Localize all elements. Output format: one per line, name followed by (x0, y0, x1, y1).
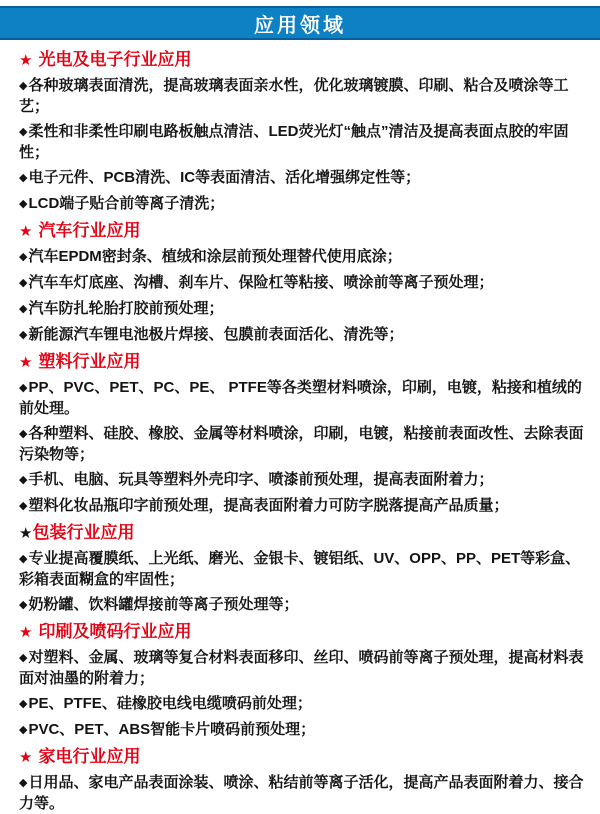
page-title: 应用领域 (254, 14, 346, 37)
bullet-text: 塑料化妆品瓶印字前预处理，提高表面附着力可防字脱落提高产品质量； (28, 497, 509, 514)
bullet-text: 新能源汽车锂电池极片焊接、包膜前表面活化、清洗等； (28, 326, 404, 343)
star-icon: ★ (19, 223, 33, 240)
bullet-item (19, 595, 586, 616)
bullet-text: 汽车防扎轮胎打胶前预处理； (28, 300, 224, 317)
diamond-bullet-icon: ◆ (19, 277, 28, 289)
diamond-bullet-icon: ◆ (19, 172, 28, 184)
bullet-text: LCD端子贴合前等离子清洗； (28, 195, 225, 212)
bullet-item (19, 496, 586, 517)
bullet-item (19, 273, 586, 294)
diamond-bullet-icon: ◆ (19, 553, 28, 565)
bullet-text: PP、PVC、PET、PC、PE、 PTFE等各类塑材料喷涂，印刷，电镀，粘接和植绒的前处理。 (19, 379, 582, 417)
bullet-item (19, 122, 586, 163)
bullet-item (19, 720, 586, 741)
section-title: 光电及电子行业应用 (38, 50, 192, 69)
star-icon: ★ (19, 749, 33, 766)
diamond-bullet-icon: ◆ (19, 80, 28, 92)
diamond-bullet-icon: ◆ (19, 329, 28, 341)
diamond-bullet-icon: ◆ (19, 500, 28, 512)
bullet-text: PE、PTFE、硅橡胶电线电缆喷码前处理； (28, 695, 312, 712)
bullet-item (19, 378, 586, 419)
bullet-text: 奶粉罐、饮料罐焊接前等离子预处理等； (28, 596, 299, 613)
section-heading-2 (19, 351, 586, 373)
diamond-bullet-icon: ◆ (19, 777, 28, 789)
bullet-item (19, 694, 586, 715)
bullet-text: 汽车车灯底座、沟槽、刹车片、保险杠等粘接、喷涂前等离子预处理； (28, 274, 494, 291)
star-icon: ★ (19, 624, 33, 641)
bullet-item (19, 549, 586, 590)
diamond-bullet-icon: ◆ (19, 251, 28, 263)
section-title: 塑料行业应用 (38, 352, 141, 371)
section-heading-3 (19, 522, 586, 544)
diamond-bullet-icon: ◆ (19, 198, 28, 210)
bullet-item (19, 325, 586, 346)
bullet-text: PVC、PET、ABS智能卡片喷码前预处理； (28, 721, 316, 738)
diamond-bullet-icon: ◆ (19, 428, 28, 440)
bullet-item (19, 168, 586, 189)
bullet-item (19, 247, 586, 268)
application-fields-content (0, 40, 600, 814)
bullet-text: 对塑料、金属、玻璃等复合材料表面移印、丝印、喷码前等离子预处理，提高材料表面对油墨的附着力； (19, 649, 584, 687)
star-icon: ★ (19, 52, 33, 69)
diamond-bullet-icon: ◆ (19, 474, 28, 486)
section-title: 家电行业应用 (38, 747, 141, 766)
section-heading-0 (19, 49, 586, 71)
bullet-text: 各种塑料、硅胶、橡胶、金属等材料喷涂，印刷，电镀，粘接前表面改性、去除表面污染物等； (19, 425, 584, 463)
diamond-bullet-icon: ◆ (19, 599, 28, 611)
diamond-bullet-icon: ◆ (19, 303, 28, 315)
diamond-bullet-icon: ◆ (19, 382, 28, 394)
section-heading-4 (19, 621, 586, 643)
bullet-item (19, 470, 586, 491)
bullet-item (19, 773, 586, 814)
diamond-bullet-icon: ◆ (19, 724, 28, 736)
diamond-bullet-icon: ◆ (19, 126, 28, 138)
bullet-text: 手机、电脑、玩具等塑料外壳印字、喷漆前预处理，提高表面附着力； (28, 471, 494, 488)
bullet-text: 电子元件、PCB清洗、IC等表面清洁、活化增强绑定性等； (28, 169, 421, 186)
section-title: 汽车行业应用 (38, 221, 141, 240)
section-heading-1 (19, 220, 586, 242)
star-icon: ★ (19, 525, 33, 542)
page-banner (0, 6, 600, 40)
bullet-text: 各种玻璃表面清洗，提高玻璃表面亲水性，优化玻璃镀膜、印刷、粘合及喷涂等工艺； (19, 77, 569, 115)
section-title: 印刷及喷码行业应用 (38, 622, 192, 641)
bullet-item (19, 76, 586, 117)
bullet-text: 柔性和非柔性印刷电路板触点清洁、LED荧光灯“触点”清洁及提高表面点胶的牢固性； (19, 123, 569, 161)
diamond-bullet-icon: ◆ (19, 652, 28, 664)
bullet-item (19, 299, 586, 320)
bullet-item (19, 424, 586, 465)
bullet-text: 汽车EPDM密封条、植绒和涂层前预处理替代使用底涂； (28, 248, 402, 265)
bullet-text: 日用品、家电产品表面涂装、喷涂、粘结前等离子活化，提高产品表面附着力、接合力等。 (19, 774, 584, 812)
bullet-text: 专业提高覆膜纸、上光纸、磨光、金银卡、镀铝纸、UV、OPP、PP、PET等彩盒、彩箱表面糊盒的牢固性； (19, 550, 581, 588)
bullet-item (19, 194, 586, 215)
diamond-bullet-icon: ◆ (19, 698, 28, 710)
section-title: 包装行业应用 (32, 523, 135, 542)
star-icon: ★ (19, 354, 33, 371)
section-heading-5 (19, 746, 586, 768)
